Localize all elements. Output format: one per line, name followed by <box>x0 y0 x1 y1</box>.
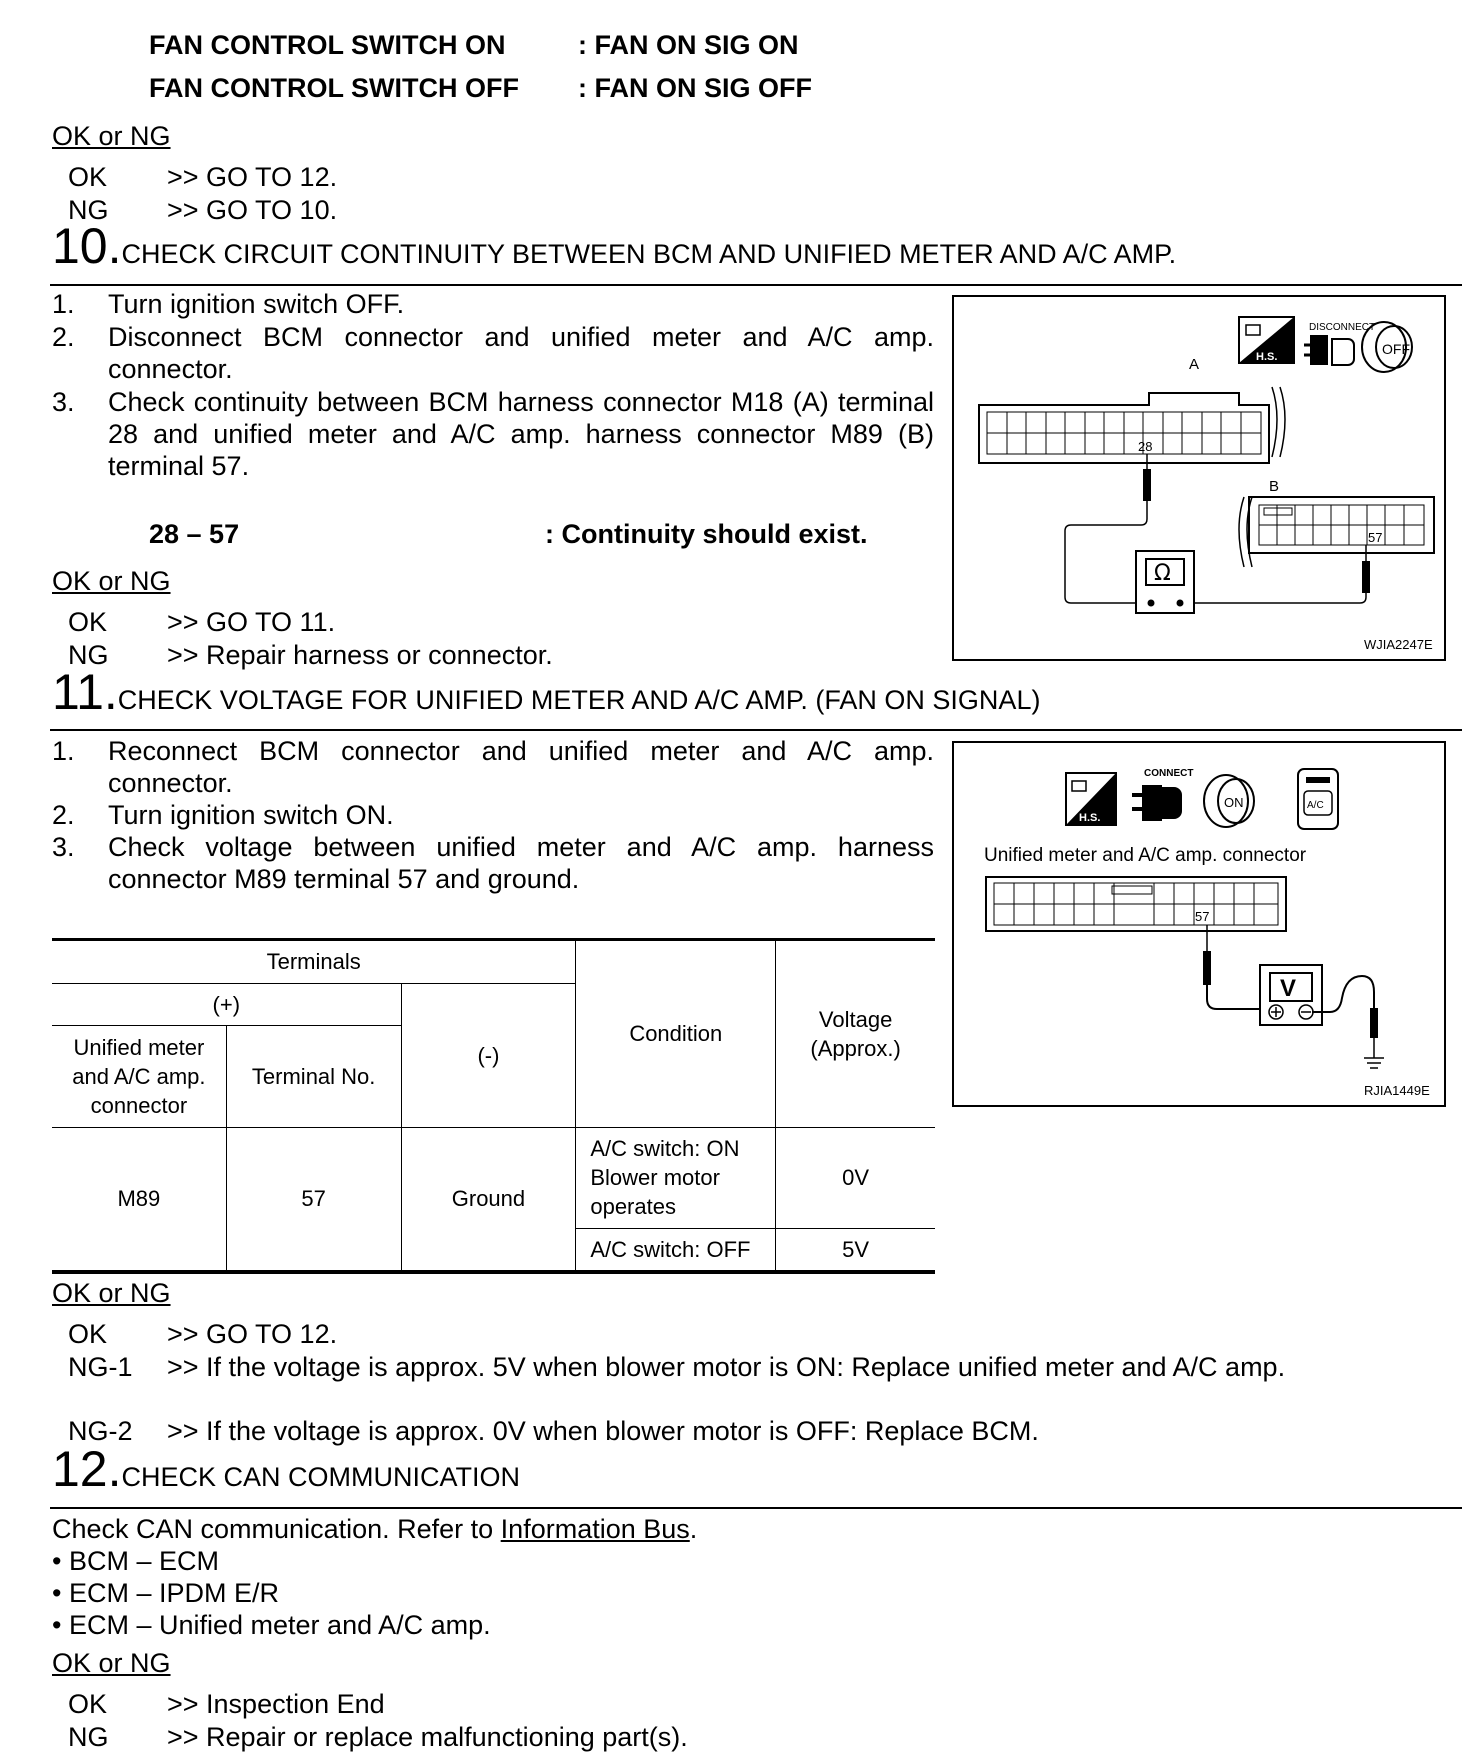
svg-text:H.S.: H.S. <box>1079 812 1101 824</box>
can-intro-prefix: Check CAN communication. Refer to <box>52 1514 501 1544</box>
result-code: NG <box>68 640 109 670</box>
item-text: Turn ignition switch ON. <box>108 800 394 830</box>
okng-heading: OK or NG <box>52 566 171 596</box>
th-terminal-no: Terminal No. <box>226 1025 401 1127</box>
svg-text:Ω: Ω <box>1154 561 1171 586</box>
fan-spec-label-on: FAN CONTROL SWITCH ON <box>149 30 506 60</box>
result-text: >> Repair harness or connector. <box>167 640 553 670</box>
bullet-item: • ECM – Unified meter and A/C amp. <box>52 1610 491 1640</box>
divider <box>50 729 1462 731</box>
result-code: NG <box>68 1722 109 1752</box>
item-text: Turn ignition switch OFF. <box>108 289 405 319</box>
bullet-item: • ECM – IPDM E/R <box>52 1578 279 1608</box>
continuity-figure <box>952 295 1446 661</box>
cell-voltage-off: 5V <box>776 1228 935 1270</box>
ac-switch-icon <box>1298 769 1338 829</box>
result-text: >> If the voltage is approx. 5V when blower motor is ON: Replace unified meter and A/C amp. <box>167 1352 1286 1382</box>
result-text: >> GO TO 12. <box>167 162 338 192</box>
result-code: OK <box>68 1319 108 1349</box>
svg-text:V: V <box>1280 975 1297 1002</box>
step-heading-10 <box>52 218 1177 274</box>
item-text: Reconnect BCM connector and unified meter and A/C amp. connector. <box>108 736 934 798</box>
cell-condition-off: A/C switch: OFF <box>576 1228 776 1270</box>
item-number: 3. <box>52 832 75 862</box>
figure-code: WJIA2247E <box>1364 637 1433 652</box>
result-text: >> If the voltage is approx. 0V when blower motor is OFF: Replace BCM. <box>167 1416 1039 1446</box>
pin-28-label: 28 <box>1138 439 1153 454</box>
okng-heading: OK or NG <box>52 1648 171 1678</box>
svg-text:H.S.: H.S. <box>1256 351 1278 363</box>
bullet-item: • BCM – ECM <box>52 1546 219 1576</box>
result-code: OK <box>68 1689 108 1719</box>
voltage-table <box>52 941 935 1271</box>
connect-label: CONNECT <box>1144 768 1194 779</box>
th-condition: Condition <box>576 941 776 1127</box>
fan-spec-value-off: : FAN ON SIG OFF <box>578 73 812 103</box>
result-code: NG <box>68 195 109 225</box>
step-title: CHECK VOLTAGE FOR UNIFIED METER AND A/C AMP. (FAN ON SIGNAL) <box>117 685 1041 715</box>
continuity-spec-terminals: 28 – 57 <box>149 519 240 549</box>
okng-heading: OK or NG <box>52 1278 171 1308</box>
result-code: OK <box>68 162 108 192</box>
th-minus: (-) <box>401 983 576 1127</box>
can-intro-suffix: . <box>689 1514 698 1544</box>
connector-caption: Unified meter and A/C amp. connector <box>984 845 1307 866</box>
hs-icon <box>1066 773 1116 825</box>
step-number: 10. <box>52 218 122 274</box>
result-text: >> Inspection End <box>167 1689 385 1719</box>
connector-disconnect-icon <box>1304 335 1354 365</box>
cell-terminal: 57 <box>226 1127 401 1270</box>
divider <box>50 284 1462 286</box>
connector-a-label: A <box>1189 356 1200 373</box>
th-voltage: Voltage (Approx.) <box>776 941 935 1127</box>
cell-condition-on: A/C switch: ON Blower motor operates <box>576 1127 776 1228</box>
ground-icon <box>1364 1058 1384 1068</box>
cell-voltage-on: 0V <box>776 1127 935 1228</box>
result-text: >> Repair or replace malfunctioning part(s). <box>167 1722 688 1752</box>
figure-code: RJIA1449E <box>1364 1083 1430 1098</box>
step-title: CHECK CIRCUIT CONTINUITY BETWEEN BCM AND UNIFIED METER AND A/C AMP. <box>121 239 1177 269</box>
result-text: >> GO TO 12. <box>167 1319 338 1349</box>
result-text: >> GO TO 11. <box>167 607 336 637</box>
continuity-spec-value: : Continuity should exist. <box>545 519 868 549</box>
svg-text:ON: ON <box>1224 795 1244 810</box>
th-terminals: Terminals <box>52 941 576 983</box>
pin-57-label: 57 <box>1195 909 1210 924</box>
step-heading-11 <box>52 664 1041 720</box>
result-code: NG-1 <box>68 1352 133 1382</box>
ohmmeter-icon <box>1136 551 1194 613</box>
th-plus: (+) <box>52 983 401 1025</box>
result-code: OK <box>68 607 108 637</box>
step-title: CHECK CAN COMMUNICATION <box>121 1462 521 1492</box>
can-intro <box>52 1513 697 1545</box>
item-number: 3. <box>52 387 75 417</box>
hs-icon <box>1239 317 1294 363</box>
th-connector: Unified meter and A/C amp. connector <box>52 1025 226 1127</box>
disconnect-label: DISCONNECT <box>1309 322 1376 333</box>
connector-b-label: B <box>1269 478 1280 495</box>
step-heading-12 <box>52 1441 521 1497</box>
voltage-diagram <box>954 743 1444 1105</box>
table-bottom-rule <box>52 1271 935 1274</box>
svg-text:OFF: OFF <box>1382 341 1410 357</box>
voltmeter-icon <box>1260 965 1322 1025</box>
cell-connector: M89 <box>52 1127 226 1270</box>
item-text: Check voltage between unified meter and A/C amp. harness connector M89 terminal 57 and ground. <box>108 832 934 894</box>
item-number: 2. <box>52 800 75 830</box>
result-code: NG-2 <box>68 1416 133 1446</box>
item-text: Check continuity between BCM harness connector M18 (A) terminal 28 and unified meter and A/C amp. harness connector M89 (B) terminal 57. <box>108 387 934 481</box>
connector-connect-icon <box>1132 785 1182 821</box>
continuity-diagram <box>954 297 1444 659</box>
item-number: 1. <box>52 289 75 319</box>
result-text: >> GO TO 10. <box>167 195 338 225</box>
step-number: 11. <box>52 664 118 720</box>
step-number: 12. <box>52 1441 122 1497</box>
information-bus-link[interactable]: Information Bus <box>500 1514 690 1544</box>
step-list-11 <box>52 735 934 905</box>
step-list-10 <box>52 288 934 488</box>
item-text: Disconnect BCM connector and unified meter and A/C amp. connector. <box>108 322 934 384</box>
okng-heading: OK or NG <box>52 121 171 151</box>
item-number: 2. <box>52 322 75 352</box>
fan-spec-value-on: : FAN ON SIG ON <box>578 30 799 60</box>
svg-text:A/C: A/C <box>1307 800 1324 811</box>
ignition-on-icon <box>1204 775 1254 827</box>
fan-spec-label-off: FAN CONTROL SWITCH OFF <box>149 73 519 103</box>
voltage-figure <box>952 741 1446 1107</box>
cell-ground: Ground <box>401 1127 576 1270</box>
ignition-off-icon <box>1362 322 1412 372</box>
item-number: 1. <box>52 736 75 766</box>
pin-57-label: 57 <box>1368 530 1383 545</box>
divider <box>50 1507 1462 1509</box>
